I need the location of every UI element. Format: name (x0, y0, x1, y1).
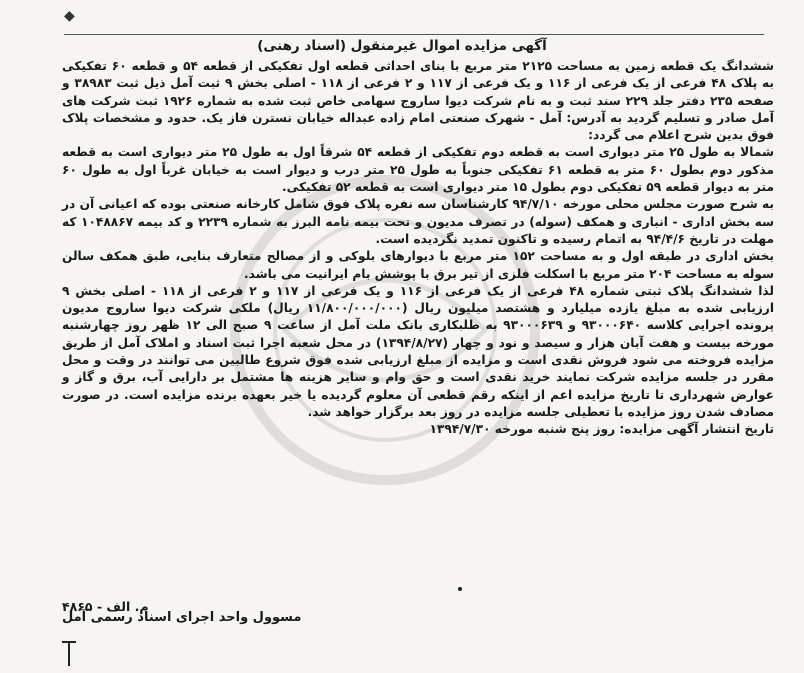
notice-body (62, 58, 774, 439)
signature-line: مسوول واحد اجرای اسناد رسمی آمل (62, 610, 302, 625)
paragraph-expert-report: به شرح صورت مجلس محلی مورخه ۹۴/۷/۱۰ کارشناسان سه نفره پلاک فوق شامل کارخانه صنعتی بوده که اعیانی آن در سه بخش اداری - انباری و همکف (سوله) در تصرف مدیون و تحت بیمه نامه البرز به شماره ۲۲۳۹ و کد بیمه ۱۰۴۸۸۶۷ که مهلت در تاریخ ۹۴/۴/۶ به اتمام رسیده و تاکنون تمدید نگردیده است. (62, 197, 774, 246)
notice-title: آگهی مزایده اموال غیرمنقول (اسناد رهنی) (257, 38, 547, 54)
paragraph-building-details: بخش اداری در طبقه اول و به مساحت ۱۵۲ متر مربع با دیوارهای بلوکی و از مصالح متعارف بنایی، طبق همکف سالن سوله به مساحت ۲۰۴ متر مربع با اسکلت فلزی از تیر برق با پوشش بام ایرانیت می باشد. (62, 249, 774, 281)
paragraph-boundaries: شمالا به طول ۲۵ متر دیواری است به قطعه دوم تفکیکی از قطعه ۵۴ شرقاً اول به طول ۲۵ متر دیواری است به قطعه مذکور دوم بطول ۶۰ متر به قطعه ۶۱ تفکیکی جنوباً به طول ۲۵ متر درب و دیوار است به خیابان غرباً اول به طول ۶۰ متر به دیوار قطعه ۵۹ تفکیکی دوم بطول ۱۵ متر دیواری است به قطعه ۵۲ تفکیکی. (62, 145, 774, 195)
paragraph-publication-date: تاریخ انتشار آگهی مزایده: روز پنج شنبه مورخه ۱۳۹۴/۷/۳۰ (429, 422, 774, 437)
separator-dot (458, 587, 462, 591)
corner-bracket-icon (62, 640, 76, 666)
paragraph-property-description: ششدانگ یک قطعه زمین به مساحت ۲۱۲۵ متر مربع با بنای احداثی قطعه اول تفکیکی از قطعه ۵۴ و قطعه ۶۰ تفکیکی به پلاک ۴۸ فرعی از یک فرعی از ۱۱۶ و یک فرعی از ۱۱۷ و ۲ فرعی از ۱۱۸ - اصلی بخش ۹ ثبت آمل ذیل ثبت ۳۸۹۸۳ و صفحه ۲۳۵ دفتر جلد ۲۲۹ سند ثبت و به نام شرکت دیوا ساروج سهامی خاص ثبت شده به شماره ۱۹۲۶ ثبت شرکت های آمل صادر و تسلیم گردید به آدرس: آمل - شهرک صنعتی امام زاده عبداله خیابان نسترن فاز یک. حدود و مشخصات پلاک فوق بدین شرح اعلام می گردد: (62, 59, 775, 143)
reference-number: م. الف - ۴۸۶۵ (62, 599, 149, 614)
paragraph-auction-terms: لذا ششدانگ پلاک ثبتی شماره ۴۸ فرعی از یک فرعی از ۱۱۶ و یک فرعی از ۱۱۷ و ۲ فرعی از ۱۱۸ - اصلی بخش ۹ ارزیابی شده به مبلغ یازده میلیارد و هشتصد میلیون ریال (۱۱/۸۰۰/۰۰۰/۰۰۰ ریال) ملکی شرکت دیوا ساروج مدیون پرونده اجرایی کلاسه ۹۳۰۰۰۶۴۰ و ۹۳۰۰۰۶۳۹ به طلبکاری بانک ملت آمل از ساعت ۹ صبح الی ۱۲ ظهر روز چهارشنبه مورخه بیست و هفت آبان هزار و سیصد و نود و چهار (۱۳۹۴/۸/۲۷) در محل شعبه اجرا ثبت اسناد و املاک آمل از طریق مزایده فروخته می شود فروش نقدی است و مزایده از مبلغ ارزیابی شده فوق شروع طالبین می توانند در وقت و محل مقرر در جلسه مزایده شرکت نمایند خرید نقدی است و حق وام و سایر هزینه ها مشتمل بر دارایی آب، برق و گاز و عوارض شهرداری تا تاریخ مزایده اعم از اینکه رقم قطعی آن معلوم گردیده یا خیر بعهده برنده مزایده است. در صورت مصادف شدن روز مزایده با تعطیلی جلسه مزایده در روز بعد برگزار خواهد شد. (62, 283, 775, 419)
corner-mark-icon: ◆ (64, 8, 75, 24)
top-divider (64, 34, 764, 35)
